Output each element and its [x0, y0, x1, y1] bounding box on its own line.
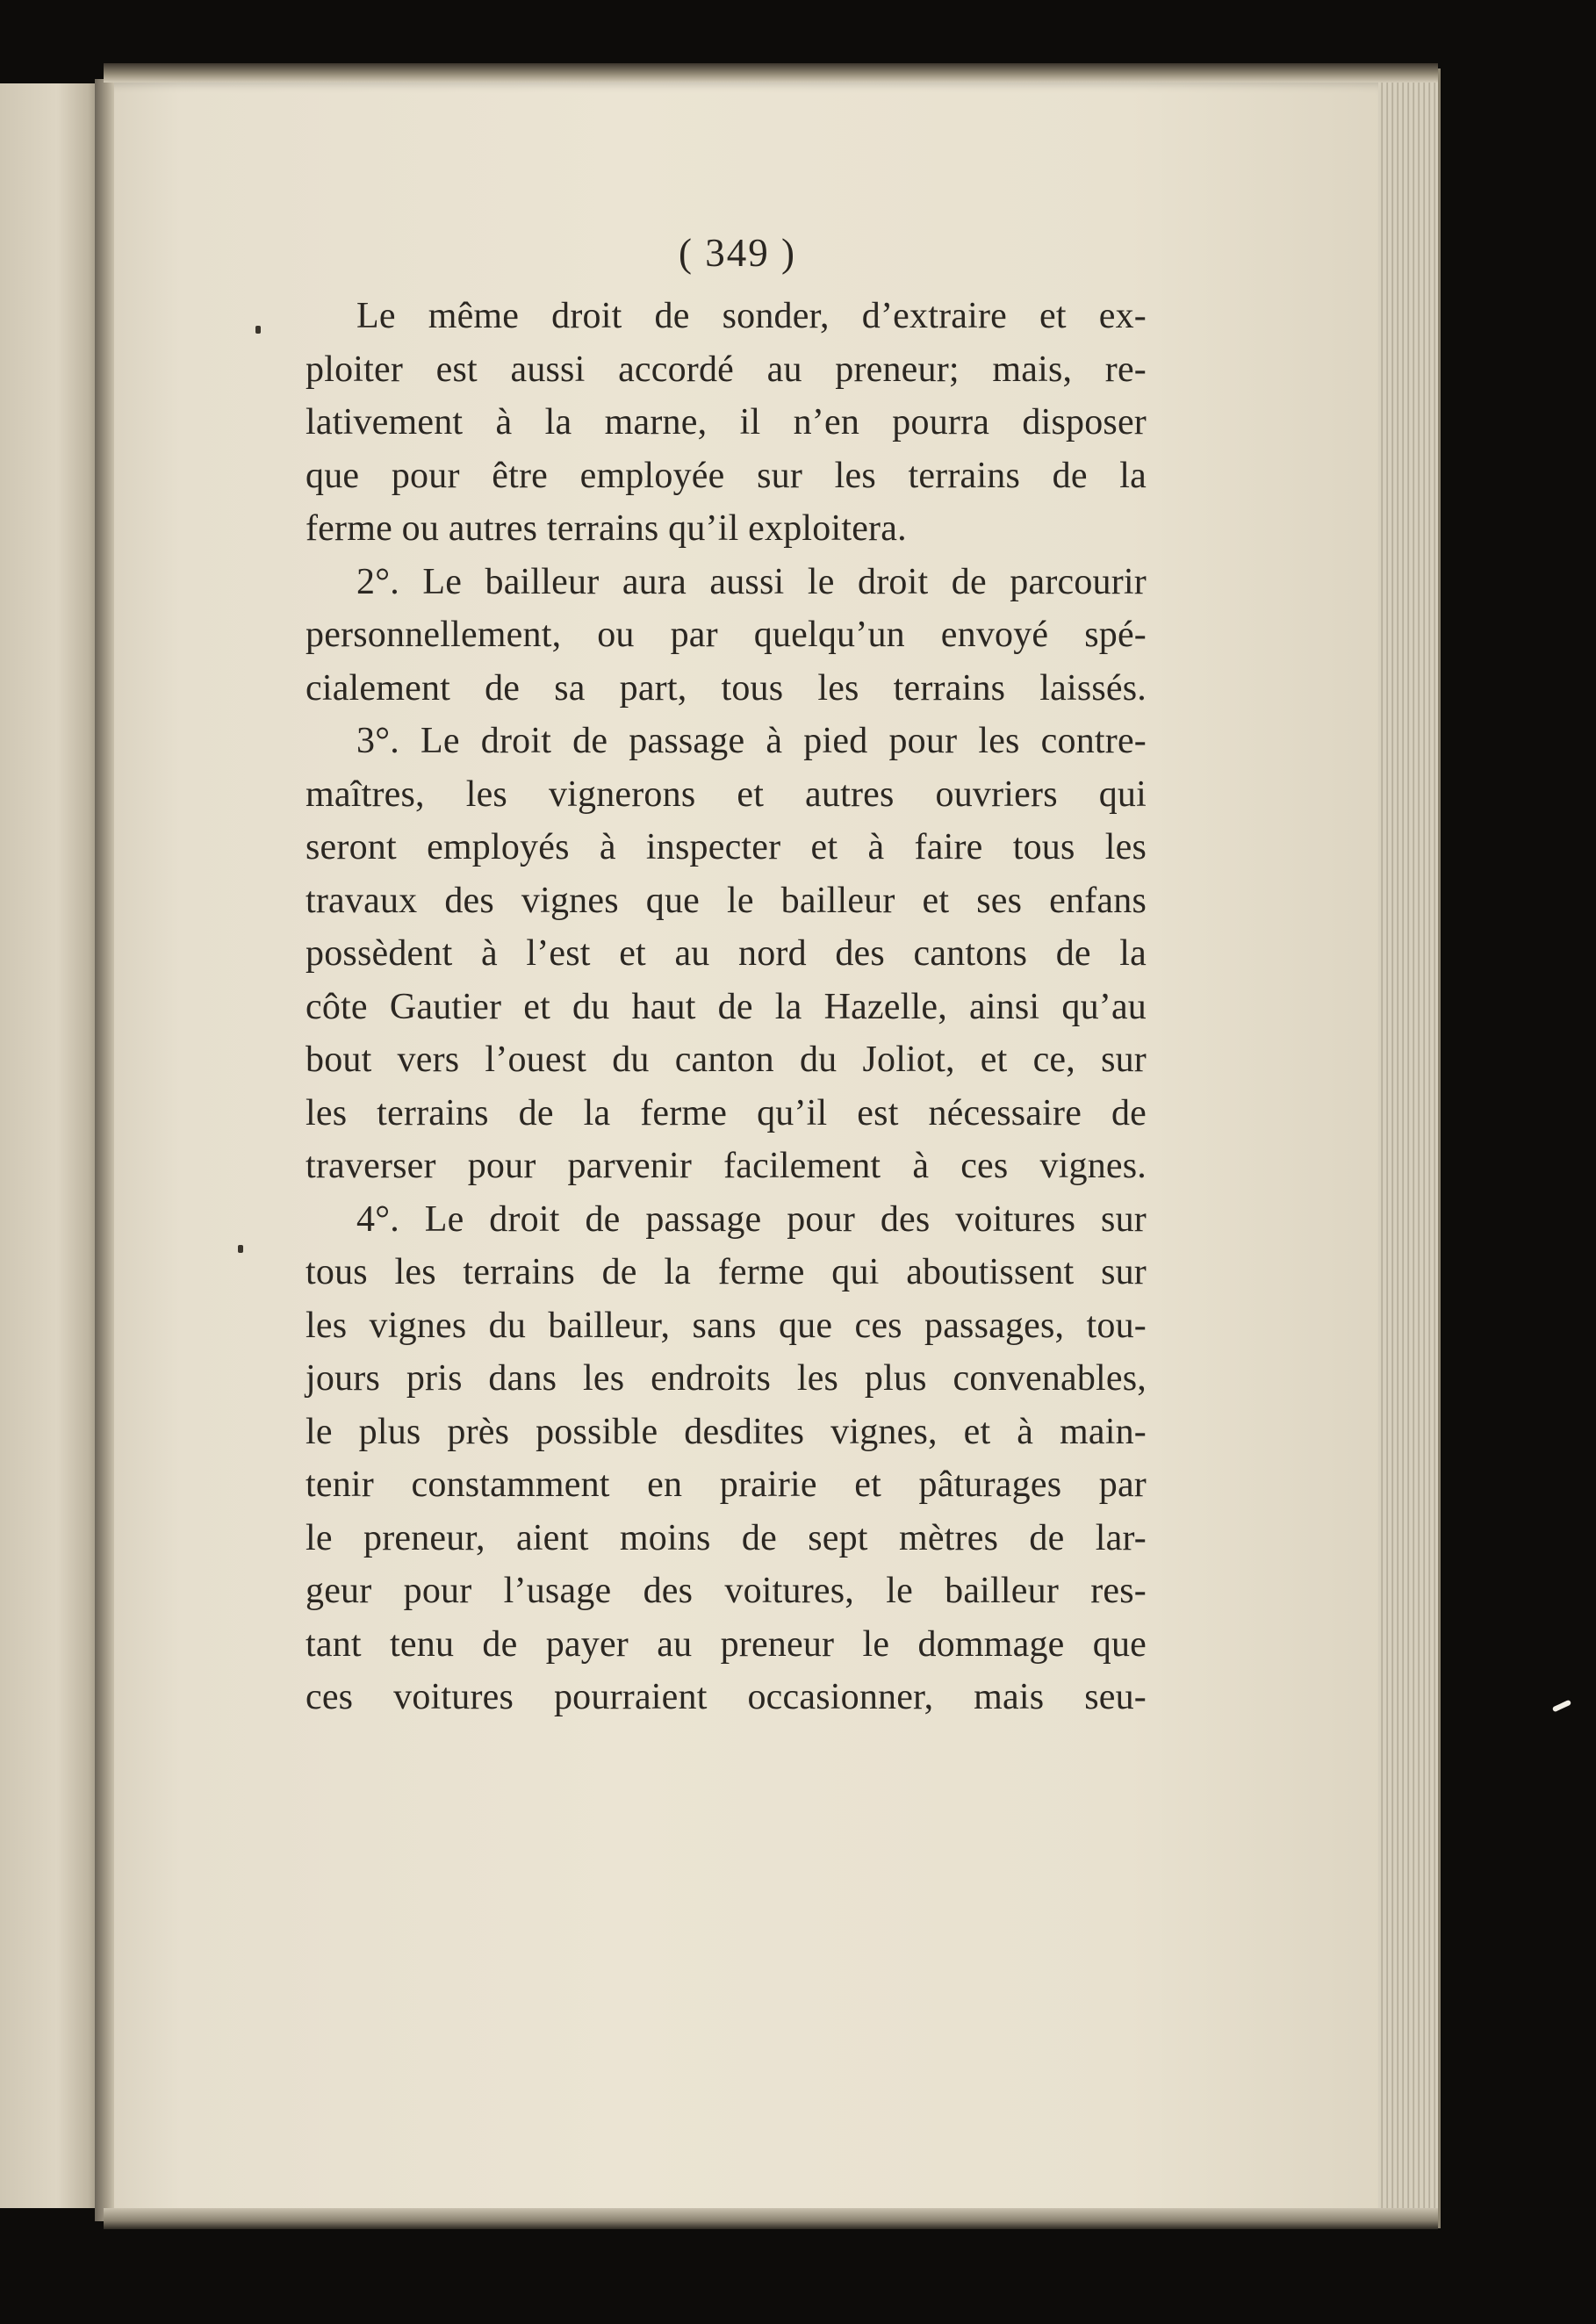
book-bottom-edge	[104, 2208, 1438, 2229]
text-line: personnellement, ou par quelqu’un envoyé spé-	[306, 615, 1147, 655]
page-stack-edge	[1378, 68, 1441, 2228]
text-line: 3°. Le droit de passage à pied pour les contre-	[356, 721, 1147, 761]
text-line: tous les terrains de la ferme qui aboutissent sur	[306, 1252, 1147, 1292]
text-line: maîtres, les vignerons et autres ouvriers qui	[306, 773, 1147, 815]
text-line: travaux des vignes que le bailleur et ses enfans	[306, 880, 1147, 921]
text-line: côte Gautier et du haut de la Hazelle, ainsi qu’au	[306, 986, 1147, 1027]
previous-page-edge	[0, 83, 104, 2208]
text-line: seront employés à inspecter et à faire tous les	[306, 827, 1147, 867]
text-line: cialement de sa part, tous les terrains laissés.	[306, 667, 1147, 709]
book-gutter	[95, 79, 114, 2221]
text-line: lativement à la marne, il n’en pourra disposer	[306, 402, 1147, 442]
text-line: le plus près possible desdites vignes, et à main-	[306, 1411, 1147, 1452]
margin-mark	[255, 326, 261, 334]
text-line: le preneur, aient moins de sept mètres de lar-	[306, 1517, 1147, 1558]
text-line: bout vers l’ouest du canton du Joliot, et ce, sur	[306, 1040, 1147, 1080]
text-line: possèdent à l’est et au nord des cantons de la	[306, 933, 1147, 974]
text-line: les vignes du bailleur, sans que ces passages, tou-	[306, 1305, 1147, 1346]
text-line: les terrains de la ferme qu’il est nécessaire de	[306, 1092, 1147, 1133]
text-line: que pour être employée sur les terrains de la	[306, 455, 1147, 496]
text-line: Le même droit de sonder, d’extraire et ex-	[356, 296, 1147, 336]
book-top-edge	[104, 63, 1438, 83]
margin-mark	[238, 1245, 243, 1253]
page-number: ( 349 )	[679, 231, 796, 275]
text-line: ces voitures pourraient occasionner, mais seu-	[306, 1677, 1147, 1717]
text-line: jours pris dans les endroits les plus convenables,	[306, 1358, 1147, 1399]
text-line: ferme ou autres terrains qu’il exploitera.	[306, 508, 907, 549]
body-text	[306, 290, 1147, 1724]
text-line: tant tenu de payer au preneur le dommage que	[306, 1623, 1147, 1665]
text-line: geur pour l’usage des voitures, le bailleur res-	[306, 1571, 1147, 1611]
text-line: traverser pour parvenir facilement à ces vignes.	[306, 1146, 1147, 1186]
text-line: 2°. Le bailleur aura aussi le droit de parcourir	[356, 561, 1147, 602]
text-line: ploiter est aussi accordé au preneur; mais, re-	[306, 349, 1147, 390]
stray-mark	[1552, 1700, 1571, 1713]
text-line: 4°. Le droit de passage pour des voitures sur	[356, 1198, 1147, 1240]
text-line: tenir constamment en prairie et pâturages par	[306, 1464, 1147, 1505]
